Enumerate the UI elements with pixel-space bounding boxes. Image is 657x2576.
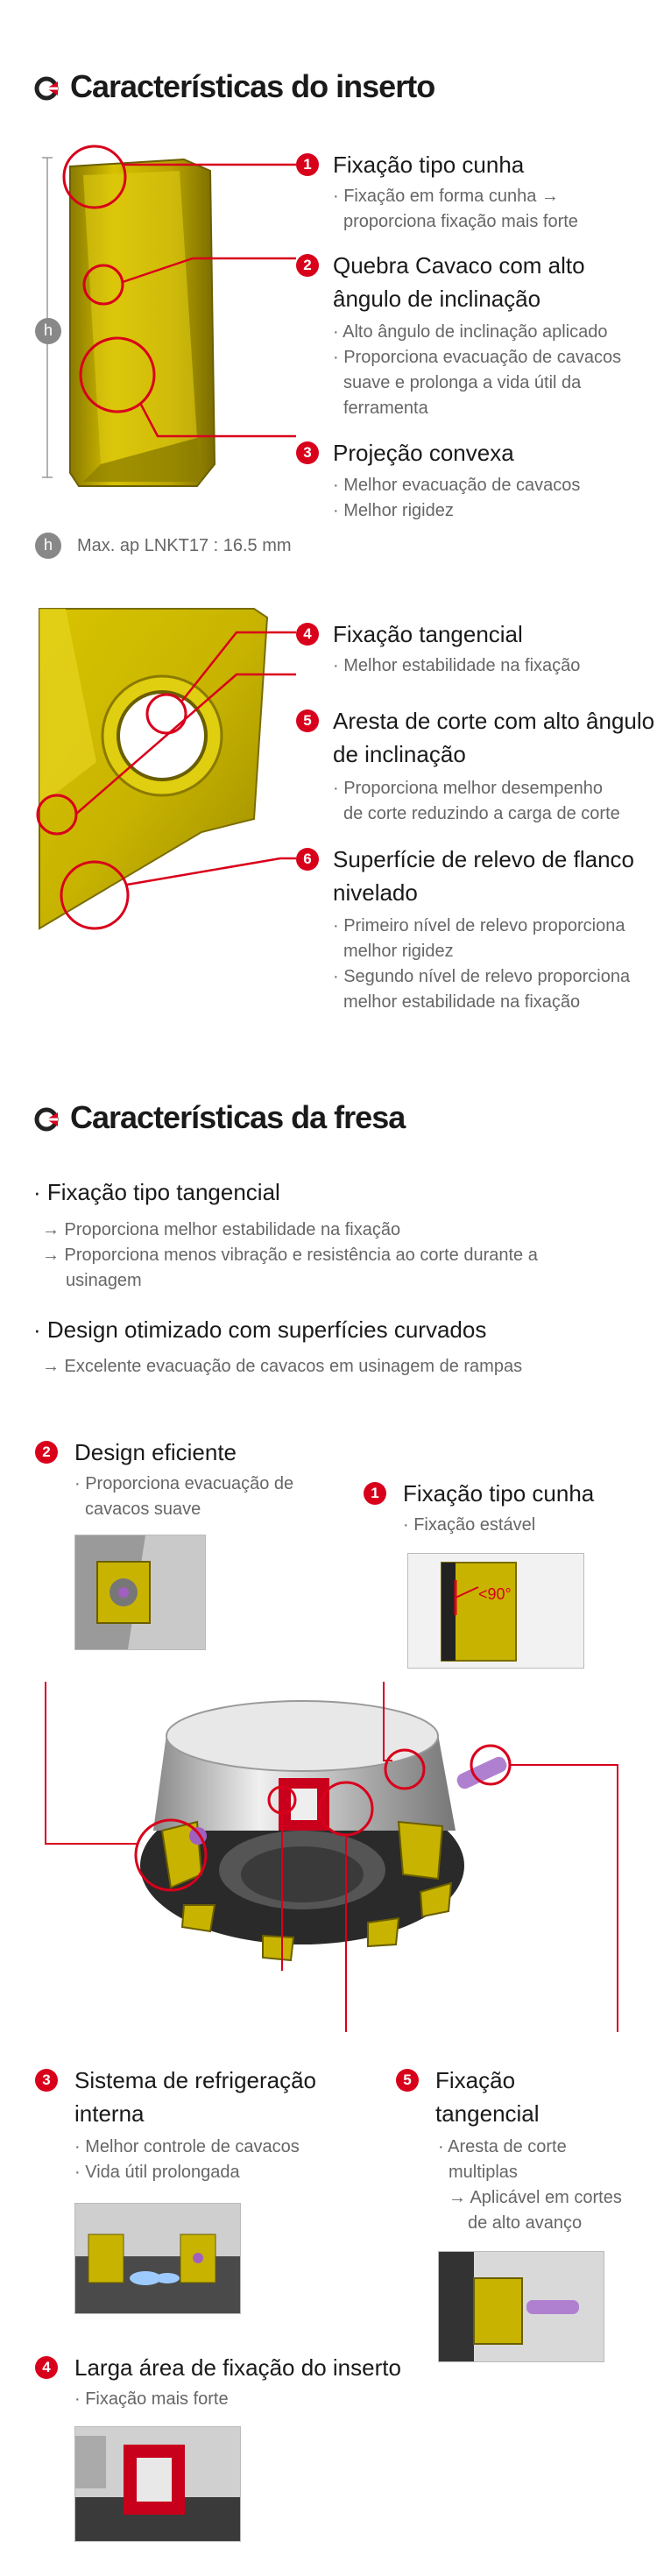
section-marker-icon-2 (33, 1106, 60, 1133)
section-title-insert: Características do inserto (70, 68, 435, 104)
coolant-photo (74, 2203, 241, 2314)
callout-5-number: 5 (396, 2069, 419, 2092)
callout-4-desc-1: · Fixação mais forte (74, 2389, 229, 2409)
feature-1-number: 1 (296, 153, 319, 176)
feature-2-number: 2 (296, 254, 319, 277)
feature-6-desc-3: · Segundo nível de relevo proporciona (333, 967, 631, 986)
feature-5-title-2: de inclinação (333, 741, 466, 767)
callout-2-desc-1: · Proporciona evacuação de (74, 1474, 294, 1493)
feature-3-desc-1: · Melhor evacuação de cavacos (333, 476, 581, 495)
feature-6-desc-1: · Primeiro nível de relevo proporciona (333, 916, 625, 935)
angle-label: <90° (478, 1585, 512, 1603)
callout-5-title-1: Fixação (435, 2067, 516, 2093)
bullet-1-item-3: usinagem (66, 1271, 142, 1290)
feature-6-desc-4: melhor estabilidade na fixação (343, 992, 581, 1012)
wedge-clamp-photo (407, 1553, 584, 1669)
height-badge-small: h (35, 533, 61, 559)
feature-1-title: Fixação tipo cunha (333, 152, 525, 178)
section-marker-icon (33, 75, 60, 102)
feature-2-desc-2: · Proporciona evacuação de cavacos (333, 348, 622, 367)
feature-4-desc-1: · Melhor estabilidade na fixação (333, 656, 581, 675)
callout-5-desc-3: → Aplicável em cortes (449, 2188, 622, 2207)
feature-1-desc-2: proporciona fixação mais forte (343, 212, 578, 231)
feature-1-desc-1: · Fixação em forma cunha → (333, 187, 559, 206)
design-photo (74, 1535, 206, 1650)
callout-5-desc-1: · Aresta de corte (438, 2137, 567, 2156)
callout-3-desc-2: · Vida útil prolongada (74, 2163, 240, 2182)
callout-3-desc-1: · Melhor controle de cavacos (74, 2137, 300, 2156)
milling-cutter-illustration (0, 1682, 657, 2032)
feature-6-number: 6 (296, 848, 319, 871)
feature-2-desc-1: · Alto ângulo de inclinação aplicado (333, 322, 608, 342)
feature-6-title-2: nivelado (333, 879, 418, 906)
feature-6-desc-2: melhor rigidez (343, 942, 454, 961)
bullet-1-item-1: → Proporciona melhor estabilidade na fixação (42, 1220, 401, 1239)
feature-2-title-2: ângulo de inclinação (333, 286, 541, 312)
clamp-area-photo (74, 2426, 241, 2542)
callout-4-number: 4 (35, 2356, 58, 2379)
height-badge: h (35, 318, 61, 344)
feature-5-number: 5 (296, 709, 319, 732)
callout-4-title: Larga área de fixação do inserto (74, 2354, 401, 2381)
feature-3-desc-2: · Melhor rigidez (333, 501, 454, 520)
bullet-1-title: · Fixação tipo tangencial (33, 1179, 280, 1205)
callout-1-title: Fixação tipo cunha (403, 1480, 595, 1507)
feature-5-title-1: Aresta de corte com alto ângulo (333, 708, 655, 734)
callout-2-desc-2: cavacos suave (85, 1500, 201, 1519)
callout-3-title-1: Sistema de refrigeração (74, 2067, 317, 2093)
callout-5-desc-2: multiplas (449, 2163, 518, 2182)
feature-3-title: Projeção convexa (333, 440, 514, 466)
insert-front-illustration (35, 140, 350, 526)
feature-2-desc-4: ferramenta (343, 399, 428, 418)
callout-5-desc-4: de alto avanço (468, 2213, 583, 2233)
bullet-2-title: · Design otimizado com superfícies curvados (33, 1316, 487, 1343)
callout-1-desc-1: · Fixação estável (403, 1515, 536, 1535)
feature-5-desc-2: de corte reduzindo a carga de corte (343, 804, 620, 823)
feature-5-desc-1: · Proporciona melhor desempenho (333, 779, 603, 798)
insert-side-illustration (35, 604, 324, 937)
feature-4-number: 4 (296, 623, 319, 646)
callout-2-number: 2 (35, 1441, 58, 1464)
feature-2-desc-3: suave e prolonga a vida útil da (343, 373, 582, 392)
feature-4-title: Fixação tangencial (333, 621, 523, 647)
callout-2-title: Design eficiente (74, 1439, 237, 1465)
callout-3-title-2: interna (74, 2100, 145, 2127)
feature-2-title-1: Quebra Cavaco com alto (333, 252, 585, 279)
callout-5-title-2: tangencial (435, 2100, 540, 2127)
feature-3-number: 3 (296, 441, 319, 464)
tangential-photo (438, 2251, 604, 2362)
section-title-cutter: Características da fresa (70, 1099, 406, 1135)
max-ap-label: Max. ap LNKT17 : 16.5 mm (77, 536, 292, 555)
callout-1-number: 1 (364, 1482, 386, 1505)
bullet-2-item-1: → Excelente evacuação de cavacos em usinagem de rampas (42, 1357, 523, 1376)
callout-3-number: 3 (35, 2069, 58, 2092)
bullet-1-item-2: → Proporciona menos vibração e resistência ao corte durante a (42, 1246, 538, 1265)
feature-6-title-1: Superfície de relevo de flanco (333, 846, 634, 872)
